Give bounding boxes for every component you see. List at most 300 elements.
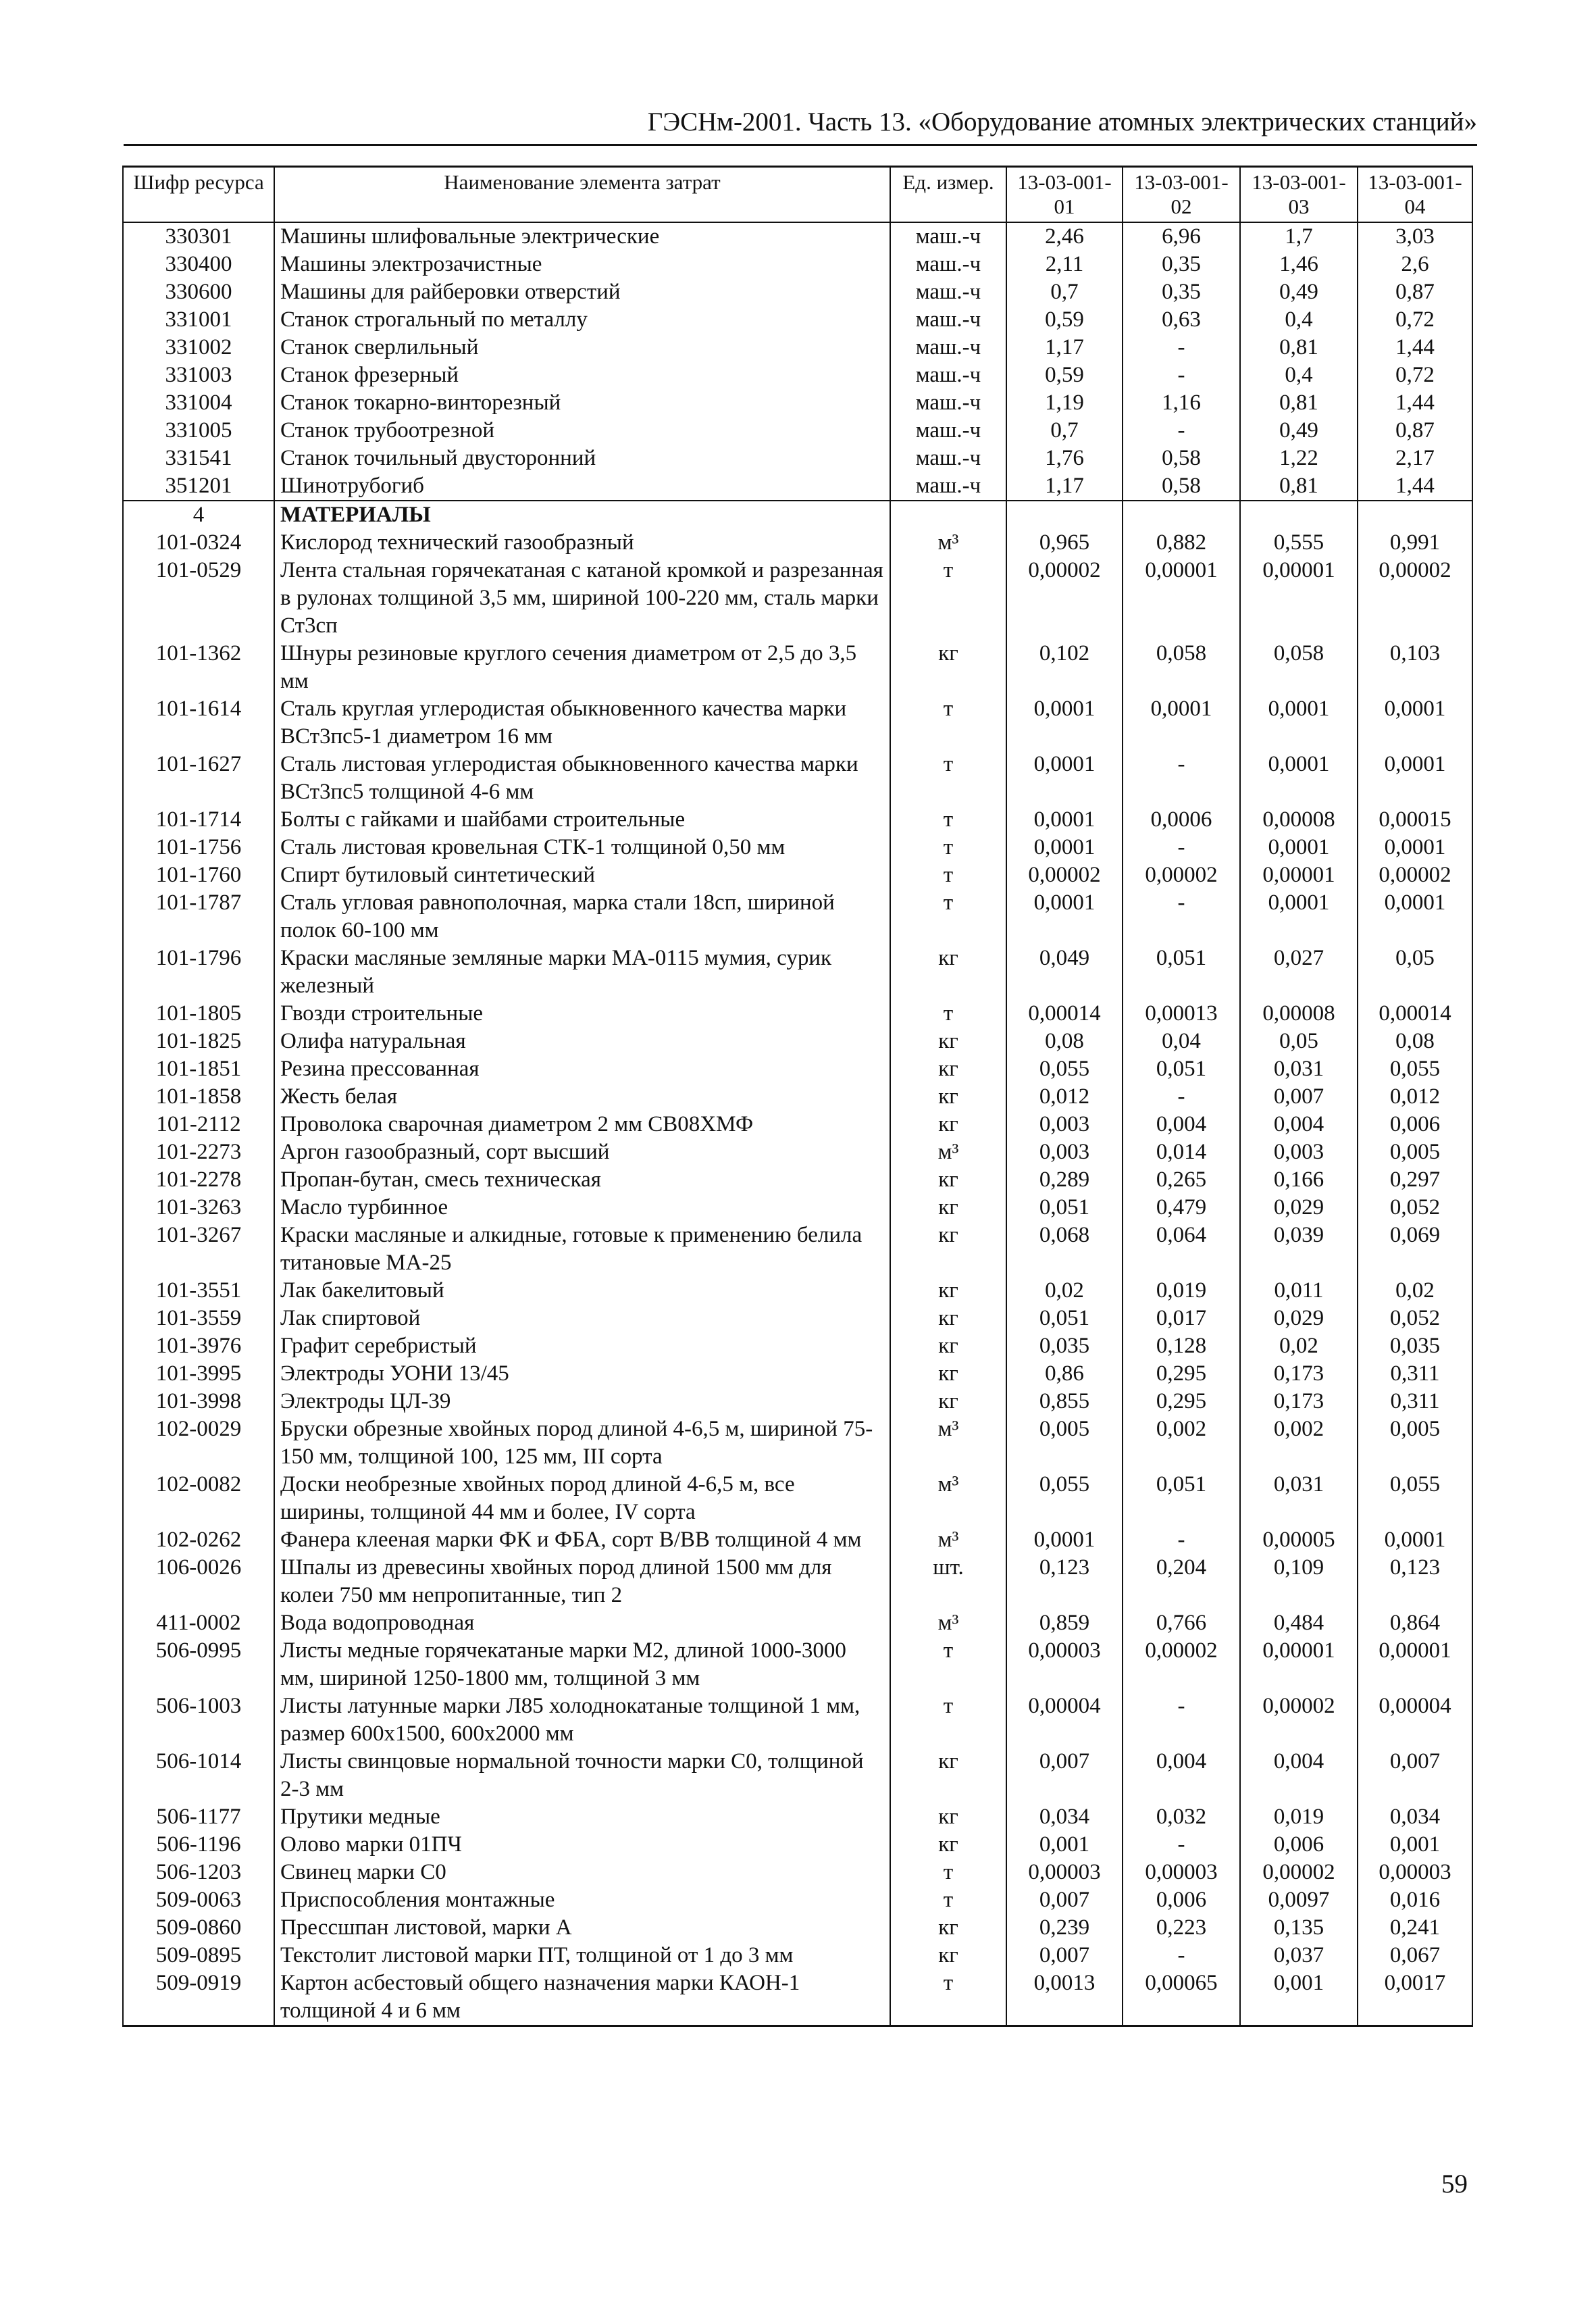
unit-cell: маш.-ч [890, 417, 1006, 445]
unit-cell: т [890, 1859, 1006, 1886]
table-header-row [123, 167, 1472, 223]
value-cell-1: 0,59 [1006, 361, 1123, 389]
value-cell-4: 0,0001 [1358, 834, 1472, 861]
value-cell-4: 1,44 [1358, 389, 1472, 417]
resource-name-cell: Станок точильный двусторонний [274, 445, 890, 472]
resource-code-cell: 509-0860 [123, 1914, 274, 1942]
value-cell-3: 0,002 [1240, 1415, 1358, 1471]
value-cell-4: 0,035 [1358, 1332, 1472, 1360]
value-cell-3: 0,00001 [1240, 1637, 1358, 1692]
table-row [123, 806, 1472, 834]
resource-code-cell: 101-3267 [123, 1222, 274, 1277]
resource-code-cell: 101-0529 [123, 557, 274, 640]
value-cell-4: 0,055 [1358, 1055, 1472, 1083]
value-cell-1: 0,051 [1006, 1305, 1123, 1332]
value-cell-4: 0,052 [1358, 1194, 1472, 1222]
table-row [123, 1859, 1472, 1886]
value-cell-3: 0,00008 [1240, 806, 1358, 834]
value-cell-4: 0,05 [1358, 945, 1472, 1000]
value-cell-4: 0,069 [1358, 1222, 1472, 1277]
table-row [123, 834, 1472, 861]
header-unit: Ед. измер. [890, 167, 1006, 223]
value-cell-1: 0,00002 [1006, 557, 1123, 640]
table-row [123, 1942, 1472, 1969]
value-cell-2: 0,265 [1123, 1166, 1240, 1194]
unit-cell: т [890, 1886, 1006, 1914]
resource-code-cell: 330400 [123, 251, 274, 278]
resource-name-cell: Спирт бутиловый синтетический [274, 861, 890, 889]
value-cell-3: 0,029 [1240, 1305, 1358, 1332]
unit-cell: м³ [890, 1609, 1006, 1637]
resource-name-cell: Сталь круглая углеродистая обыкновенного качества марки ВСт3пс5-1 диаметром 16 мм [274, 695, 890, 751]
value-cell-1: 0,007 [1006, 1886, 1123, 1914]
value-cell-4: 0,864 [1358, 1609, 1472, 1637]
value-cell-2: 0,064 [1123, 1222, 1240, 1277]
value-cell-4: 3,03 [1358, 222, 1472, 251]
value-cell-3: 0,058 [1240, 640, 1358, 695]
resource-code-cell: 331005 [123, 417, 274, 445]
resource-code-cell: 331004 [123, 389, 274, 417]
value-cell-2: 0,63 [1123, 306, 1240, 334]
resource-code-cell: 101-1787 [123, 889, 274, 945]
resource-code-cell: 331541 [123, 445, 274, 472]
value-cell-4: 0,016 [1358, 1886, 1472, 1914]
resource-name-cell: Листы свинцовые нормальной точности марки С0, толщиной 2-3 мм [274, 1748, 890, 1803]
resource-code-cell: 331002 [123, 334, 274, 361]
value-cell-4: 2,6 [1358, 251, 1472, 278]
value-cell-2: 0,051 [1123, 1055, 1240, 1083]
resource-name-cell: Станок токарно-винторезный [274, 389, 890, 417]
unit-cell: маш.-ч [890, 222, 1006, 251]
resource-code-cell: 101-1362 [123, 640, 274, 695]
resource-name-cell: Олово марки 01ПЧ [274, 1831, 890, 1859]
unit-cell: т [890, 557, 1006, 640]
value-cell-2: 0,223 [1123, 1914, 1240, 1942]
value-cell-3: 0,81 [1240, 389, 1358, 417]
value-cell-2: 0,58 [1123, 472, 1240, 501]
value-cell-4: 0,02 [1358, 1277, 1472, 1305]
resource-name-cell: Текстолит листовой марки ПТ, толщиной от 1 до 3 мм [274, 1942, 890, 1969]
value-cell-1: 0,00004 [1006, 1692, 1123, 1748]
resource-name-cell: Аргон газообразный, сорт высший [274, 1138, 890, 1166]
value-cell-2: - [1123, 751, 1240, 806]
table-body [123, 222, 1472, 2026]
table-row [123, 1554, 1472, 1609]
value-cell-3: 0,0001 [1240, 889, 1358, 945]
value-cell-4: 0,007 [1358, 1748, 1472, 1803]
resource-name-cell: Сталь листовая кровельная СТК-1 толщиной 0,50 мм [274, 834, 890, 861]
resource-name-cell: Машины электрозачистные [274, 251, 890, 278]
value-cell-1: 0,003 [1006, 1138, 1123, 1166]
value-cell-4: 0,0001 [1358, 1526, 1472, 1554]
value-cell-1: 0,0013 [1006, 1969, 1123, 2026]
unit-cell: маш.-ч [890, 445, 1006, 472]
value-cell-1: 1,76 [1006, 445, 1123, 472]
resource-code-cell: 101-1825 [123, 1028, 274, 1055]
value-cell-3: 0,003 [1240, 1138, 1358, 1166]
unit-cell: т [890, 695, 1006, 751]
value-cell-2: - [1123, 889, 1240, 945]
value-cell-4: 0,0001 [1358, 695, 1472, 751]
value-cell-1: 0,055 [1006, 1471, 1123, 1526]
table-row [123, 1831, 1472, 1859]
value-cell-3: 0,037 [1240, 1942, 1358, 1969]
value-cell-3: 0,49 [1240, 417, 1358, 445]
unit-cell: кг [890, 1803, 1006, 1831]
table-row [123, 1360, 1472, 1388]
value-cell-2: 0,00013 [1123, 1000, 1240, 1028]
resource-name-cell: Олифа натуральная [274, 1028, 890, 1055]
value-cell-4: 0,00015 [1358, 806, 1472, 834]
resource-name-cell: Прутики медные [274, 1803, 890, 1831]
table-row [123, 1609, 1472, 1637]
value-cell-3: 0,02 [1240, 1332, 1358, 1360]
unit-cell: т [890, 1969, 1006, 2026]
table-row [123, 1166, 1472, 1194]
unit-cell: т [890, 861, 1006, 889]
value-cell-4: 0,00003 [1358, 1859, 1472, 1886]
table-row [123, 472, 1472, 501]
table-row [123, 1388, 1472, 1415]
resource-code-cell: 101-3976 [123, 1332, 274, 1360]
resource-name-cell: Электроды УОНИ 13/45 [274, 1360, 890, 1388]
value-cell-4: 0,067 [1358, 1942, 1472, 1969]
resource-code-cell: 101-3998 [123, 1388, 274, 1415]
resource-name-cell: Проволока сварочная диаметром 2 мм СВ08ХМФ [274, 1111, 890, 1138]
value-cell-4: 0,00014 [1358, 1000, 1472, 1028]
unit-cell: кг [890, 640, 1006, 695]
value-cell-2: 0,051 [1123, 945, 1240, 1000]
table-row [123, 389, 1472, 417]
resource-name-cell: Свинец марки С0 [274, 1859, 890, 1886]
resource-name-cell: Машины для райберовки отверстий [274, 278, 890, 306]
value-cell-2: 0,051 [1123, 1471, 1240, 1526]
table-row [123, 306, 1472, 334]
unit-cell: т [890, 806, 1006, 834]
resource-code-cell: 509-0895 [123, 1942, 274, 1969]
header-code: Шифр ресурса [123, 167, 274, 223]
value-cell-2: 0,128 [1123, 1332, 1240, 1360]
table-row [123, 1471, 1472, 1526]
value-cell-3: 0,004 [1240, 1111, 1358, 1138]
resource-name-cell: Резина прессованная [274, 1055, 890, 1083]
unit-cell: кг [890, 1831, 1006, 1859]
resource-name-cell: Шинотрубогиб [274, 472, 890, 501]
value-cell-2: 0,58 [1123, 445, 1240, 472]
unit-cell: т [890, 1000, 1006, 1028]
resource-code-cell: 509-0919 [123, 1969, 274, 2026]
value-cell-2: 0,004 [1123, 1111, 1240, 1138]
value-cell-3: 0,00008 [1240, 1000, 1358, 1028]
unit-cell: шт. [890, 1554, 1006, 1609]
value-cell-2: 0,35 [1123, 251, 1240, 278]
resource-code-cell: 101-1851 [123, 1055, 274, 1083]
value-cell-4: 0,0017 [1358, 1969, 1472, 2026]
value-cell-1: 0,859 [1006, 1609, 1123, 1637]
resource-name-cell: Кислород технический газообразный [274, 529, 890, 557]
value-cell-4: 0,241 [1358, 1914, 1472, 1942]
value-cell-3: 0,007 [1240, 1083, 1358, 1111]
value-cell-3: 0,031 [1240, 1055, 1358, 1083]
value-cell-3: 0,00002 [1240, 1692, 1358, 1748]
value-cell-2: 0,006 [1123, 1886, 1240, 1914]
value-cell-3: 0,173 [1240, 1360, 1358, 1388]
value-cell-3: 0,001 [1240, 1969, 1358, 2026]
value-cell-4: 0,005 [1358, 1138, 1472, 1166]
value-cell-2: 0,017 [1123, 1305, 1240, 1332]
resource-code-cell: 506-1203 [123, 1859, 274, 1886]
value-cell-2: 0,479 [1123, 1194, 1240, 1222]
value-cell-3: 0,004 [1240, 1748, 1358, 1803]
resource-name-cell: Лента стальная горячекатаная с катаной кромкой и разрезанная в рулонах толщиной 3,5 мм, шириной 100-220 мм, сталь марки Ст3сп [274, 557, 890, 640]
table-row [123, 640, 1472, 695]
resource-code-cell: 506-0995 [123, 1637, 274, 1692]
value-cell-3: 0,0001 [1240, 834, 1358, 861]
value-cell-4: 0,005 [1358, 1415, 1472, 1471]
unit-cell: т [890, 834, 1006, 861]
table-row [123, 1914, 1472, 1942]
resource-name-cell: Лак бакелитовый [274, 1277, 890, 1305]
header-col1: 13-03-001-01 [1006, 167, 1123, 223]
unit-cell: кг [890, 1332, 1006, 1360]
table-row [123, 1028, 1472, 1055]
value-cell-4: 0,297 [1358, 1166, 1472, 1194]
value-cell-2: 0,00065 [1123, 1969, 1240, 2026]
resource-name-cell: Картон асбестовый общего назначения марки КАОН-1 толщиной 4 и 6 мм [274, 1969, 890, 2026]
resource-name-cell: Станок строгальный по металлу [274, 306, 890, 334]
unit-cell: м³ [890, 1415, 1006, 1471]
value-cell-1: 0,0001 [1006, 695, 1123, 751]
resource-name-cell: Бруски обрезные хвойных пород длиной 4-6,5 м, шириной 75-150 мм, толщиной 100, 125 мм, III сорта [274, 1415, 890, 1471]
table-row [123, 1637, 1472, 1692]
table-row [123, 1055, 1472, 1083]
value-cell-1: 0,034 [1006, 1803, 1123, 1831]
value-cell-1: 0,00014 [1006, 1000, 1123, 1028]
value-cell-2: - [1123, 1083, 1240, 1111]
resource-name-cell: Пропан-бутан, смесь техническая [274, 1166, 890, 1194]
value-cell-3: 0,00002 [1240, 1859, 1358, 1886]
table-row [123, 1332, 1472, 1360]
value-cell-2: 0,04 [1123, 1028, 1240, 1055]
resource-name-cell: Краски масляные земляные марки МА-0115 мумия, сурик железный [274, 945, 890, 1000]
value-cell-1: 0,051 [1006, 1194, 1123, 1222]
resource-name-cell: Станок сверлильный [274, 334, 890, 361]
value-cell-3: 0,0097 [1240, 1886, 1358, 1914]
resource-code-cell: 506-1196 [123, 1831, 274, 1859]
table-row [123, 695, 1472, 751]
resource-code-cell: 101-1614 [123, 695, 274, 751]
resource-code-cell: 101-2278 [123, 1166, 274, 1194]
resource-code-cell: 506-1003 [123, 1692, 274, 1748]
table-row [123, 557, 1472, 640]
unit-cell: кг [890, 1222, 1006, 1277]
resource-name-cell: Вода водопроводная [274, 1609, 890, 1637]
unit-cell: маш.-ч [890, 472, 1006, 501]
unit-cell: кг [890, 1277, 1006, 1305]
resource-code-cell: 101-3995 [123, 1360, 274, 1388]
value-cell-2: - [1123, 334, 1240, 361]
value-cell-1: 0,02 [1006, 1277, 1123, 1305]
value-cell-3: 0,00001 [1240, 557, 1358, 640]
value-cell-1: 0,7 [1006, 417, 1123, 445]
unit-cell: маш.-ч [890, 306, 1006, 334]
value-cell-2: 0,00003 [1123, 1859, 1240, 1886]
header-rule [124, 144, 1477, 146]
value-cell-2 [1123, 501, 1240, 529]
value-cell-2: 0,35 [1123, 278, 1240, 306]
value-cell-1: 0,007 [1006, 1748, 1123, 1803]
value-cell-1: 1,17 [1006, 472, 1123, 501]
resource-name-cell: Лак спиртовой [274, 1305, 890, 1332]
value-cell-2: 0,014 [1123, 1138, 1240, 1166]
value-cell-3: 1,7 [1240, 222, 1358, 251]
resource-code-cell: 509-0063 [123, 1886, 274, 1914]
table-row [123, 1277, 1472, 1305]
header-name: Наименование элемента затрат [274, 167, 890, 223]
value-cell-3: 0,00005 [1240, 1526, 1358, 1554]
resource-name-cell: Прессшпан листовой, марки А [274, 1914, 890, 1942]
value-cell-3: 0,00001 [1240, 861, 1358, 889]
table-row [123, 1222, 1472, 1277]
value-cell-4: 0,311 [1358, 1388, 1472, 1415]
table-row [123, 1305, 1472, 1332]
value-cell-2: 0,295 [1123, 1388, 1240, 1415]
resource-code-cell: 106-0026 [123, 1554, 274, 1609]
value-cell-4: 0,00004 [1358, 1692, 1472, 1748]
value-cell-1: 0,003 [1006, 1111, 1123, 1138]
value-cell-1: 0,001 [1006, 1831, 1123, 1859]
value-cell-2: 0,766 [1123, 1609, 1240, 1637]
value-cell-4: 0,012 [1358, 1083, 1472, 1111]
resource-cost-table [122, 166, 1473, 2027]
value-cell-3: 0,49 [1240, 278, 1358, 306]
value-cell-2: 0,0001 [1123, 695, 1240, 751]
resource-name-cell: Краски масляные и алкидные, готовые к применению белила титановые МА-25 [274, 1222, 890, 1277]
value-cell-3: 1,46 [1240, 251, 1358, 278]
resource-name-cell: Масло турбинное [274, 1194, 890, 1222]
table-row [123, 1803, 1472, 1831]
unit-cell: кг [890, 1305, 1006, 1332]
value-cell-3: 0,484 [1240, 1609, 1358, 1637]
unit-cell: маш.-ч [890, 278, 1006, 306]
unit-cell: м³ [890, 1526, 1006, 1554]
resource-code-cell: 506-1014 [123, 1748, 274, 1803]
unit-cell: кг [890, 1055, 1006, 1083]
value-cell-1: 2,46 [1006, 222, 1123, 251]
resource-code-cell: 101-1805 [123, 1000, 274, 1028]
resource-code-cell: 351201 [123, 472, 274, 501]
value-cell-3: 0,81 [1240, 334, 1358, 361]
resource-name-cell: Сталь угловая равнополочная, марка стали 18сп, шириной полок 60-100 мм [274, 889, 890, 945]
resource-name-cell: Станок фрезерный [274, 361, 890, 389]
resource-name-cell: Фанера клееная марки ФК и ФБА, сорт В/ВВ толщиной 4 мм [274, 1526, 890, 1554]
value-cell-2: 6,96 [1123, 222, 1240, 251]
value-cell-3: 0,05 [1240, 1028, 1358, 1055]
value-cell-1: 0,289 [1006, 1166, 1123, 1194]
page-header: ГЭСНм-2001. Часть 13. «Оборудование атомных электрических станций» [647, 107, 1477, 136]
resource-code-cell: 101-2112 [123, 1111, 274, 1138]
value-cell-2: 0,019 [1123, 1277, 1240, 1305]
value-cell-1: 0,007 [1006, 1942, 1123, 1969]
table-row [123, 361, 1472, 389]
table-row [123, 529, 1472, 557]
table-row [123, 1748, 1472, 1803]
table-row [123, 751, 1472, 806]
value-cell-4: 0,034 [1358, 1803, 1472, 1831]
resource-code-cell: 102-0082 [123, 1471, 274, 1526]
value-cell-4: 0,123 [1358, 1554, 1472, 1609]
value-cell-4: 0,00002 [1358, 861, 1472, 889]
resource-code-cell: 506-1177 [123, 1803, 274, 1831]
value-cell-3: 0,031 [1240, 1471, 1358, 1526]
resource-code-cell: 331003 [123, 361, 274, 389]
value-cell-4: 0,87 [1358, 417, 1472, 445]
resource-code-cell: 4 [123, 501, 274, 529]
value-cell-4: 0,991 [1358, 529, 1472, 557]
resource-code-cell: 101-2273 [123, 1138, 274, 1166]
value-cell-2: - [1123, 834, 1240, 861]
table-row [123, 1886, 1472, 1914]
table-row [123, 1969, 1472, 2026]
resource-code-cell: 331001 [123, 306, 274, 334]
table-row [123, 945, 1472, 1000]
value-cell-2: - [1123, 1831, 1240, 1859]
value-cell-1: 2,11 [1006, 251, 1123, 278]
unit-cell: кг [890, 1194, 1006, 1222]
resource-code-cell: 101-1760 [123, 861, 274, 889]
value-cell-1: 0,0001 [1006, 834, 1123, 861]
unit-cell: маш.-ч [890, 389, 1006, 417]
table-row [123, 222, 1472, 251]
unit-cell: кг [890, 945, 1006, 1000]
resource-name-cell: Болты с гайками и шайбами строительные [274, 806, 890, 834]
value-cell-3 [1240, 501, 1358, 529]
value-cell-1: 0,855 [1006, 1388, 1123, 1415]
value-cell-1: 1,19 [1006, 389, 1123, 417]
value-cell-3: 1,22 [1240, 445, 1358, 472]
value-cell-4: 0,052 [1358, 1305, 1472, 1332]
header-col3: 13-03-001-03 [1240, 167, 1358, 223]
value-cell-4: 1,44 [1358, 472, 1472, 501]
unit-cell [890, 501, 1006, 529]
value-cell-1: 0,049 [1006, 945, 1123, 1000]
value-cell-2: - [1123, 1692, 1240, 1748]
unit-cell: т [890, 889, 1006, 945]
value-cell-1: 0,00003 [1006, 1859, 1123, 1886]
value-cell-2: 0,058 [1123, 640, 1240, 695]
value-cell-1: 0,123 [1006, 1554, 1123, 1609]
resource-code-cell: 101-3559 [123, 1305, 274, 1332]
value-cell-1: 0,0001 [1006, 889, 1123, 945]
unit-cell: кг [890, 1083, 1006, 1111]
value-cell-3: 0,0001 [1240, 695, 1358, 751]
header-col2: 13-03-001-02 [1123, 167, 1240, 223]
value-cell-3: 0,173 [1240, 1388, 1358, 1415]
header-col4: 13-03-001-04 [1358, 167, 1472, 223]
table-row [123, 1000, 1472, 1028]
resource-code-cell: 101-1627 [123, 751, 274, 806]
resource-name-cell: Электроды ЦЛ-39 [274, 1388, 890, 1415]
unit-cell: м³ [890, 1471, 1006, 1526]
table-row [123, 1194, 1472, 1222]
value-cell-1: 0,012 [1006, 1083, 1123, 1111]
value-cell-4: 0,08 [1358, 1028, 1472, 1055]
value-cell-2: 0,882 [1123, 529, 1240, 557]
unit-cell: маш.-ч [890, 361, 1006, 389]
resource-name-cell: Графит серебристый [274, 1332, 890, 1360]
value-cell-4: 0,00002 [1358, 557, 1472, 640]
value-cell-4: 0,006 [1358, 1111, 1472, 1138]
